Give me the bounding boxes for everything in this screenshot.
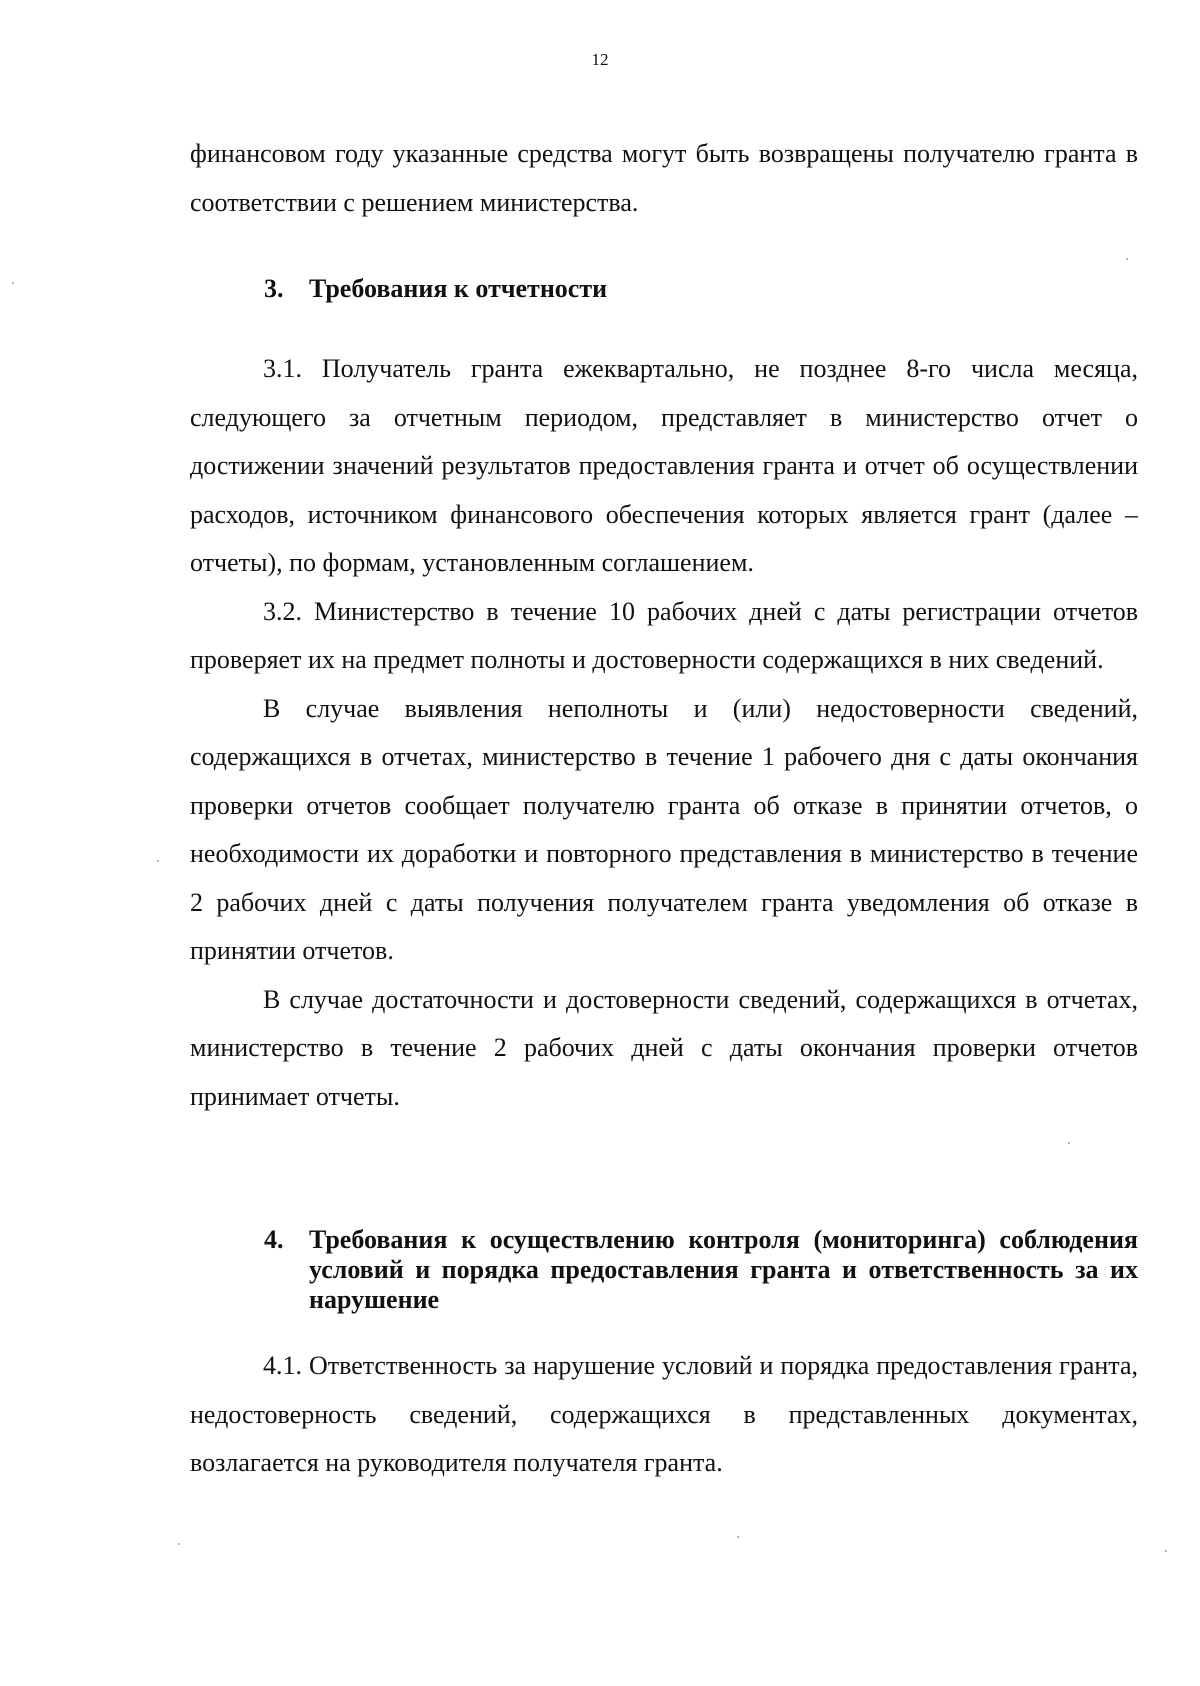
scan-speck <box>1068 1142 1070 1144</box>
section-3-body <box>190 345 1138 1121</box>
scan-speck <box>157 860 159 862</box>
section-3-title: Требования к отчетности <box>309 274 608 303</box>
section-3-heading <box>264 274 607 304</box>
paragraph-3-2: 3.2. Министерство в течение 10 рабочих дней с даты регистрации отчетов проверяет их на предмет полноты и достоверности содержащихся в них сведений. <box>190 596 1138 674</box>
paragraph-incomplete-reports: В случае выявления неполноты и (или) недостоверности сведений, содержащихся в отчетах, министерство в течение 1 рабочего дня с даты окончания проверки отчетов сообщает получателю гранта об отказе в принятии отчетов, о необходимости их доработки и повторного представления в министерство в течение 2 рабочих дней с даты получения получателем гранта уведомления об отказе в принятии отчетов. <box>190 693 1138 965</box>
page-number: 12 <box>591 50 609 69</box>
section-4-heading <box>264 1225 1138 1315</box>
scan-speck <box>178 1543 180 1545</box>
paragraph-sufficient-reports: В случае достаточности и достоверности сведений, содержащихся в отчетах, министерство в течение 2 рабочих дней с даты окончания проверки отчетов принимает отчеты. <box>190 984 1138 1111</box>
section-3-number: 3. <box>264 274 284 303</box>
section-4-body <box>190 1342 1138 1488</box>
scan-speck <box>1165 1550 1167 1552</box>
scan-speck <box>12 282 14 284</box>
scan-speck <box>1126 258 1128 260</box>
section-4-number: 4. <box>264 1225 284 1254</box>
section-4-title: Требования к осуществлению контроля (мониторинга) соблюдения условий и порядка предоставления гранта и ответственность за их нарушение <box>309 1225 1138 1314</box>
paragraph-3-1: 3.1. Получатель гранта ежеквартально, не позднее 8-го числа месяца, следующего за отчетным периодом, представляет в министерство отчет о достижении значений результатов предоставления гранта и отчет об осуществлении расходов, источником финансового обеспечения которых является грант (далее – отчеты), по формам, установленным соглашением. <box>190 354 1138 577</box>
paragraph-4-1: 4.1. Ответственность за нарушение условий и порядка предоставления гранта, недостоверность сведений, содержащихся в представленных документах, возлагается на руководителя получателя гранта. <box>190 1351 1138 1477</box>
intro-paragraph-block <box>190 130 1138 227</box>
scan-speck <box>737 1536 739 1538</box>
intro-paragraph: финансовом году указанные средства могут быть возвращены получателю гранта в соответствии с решением министерства. <box>190 139 1138 217</box>
